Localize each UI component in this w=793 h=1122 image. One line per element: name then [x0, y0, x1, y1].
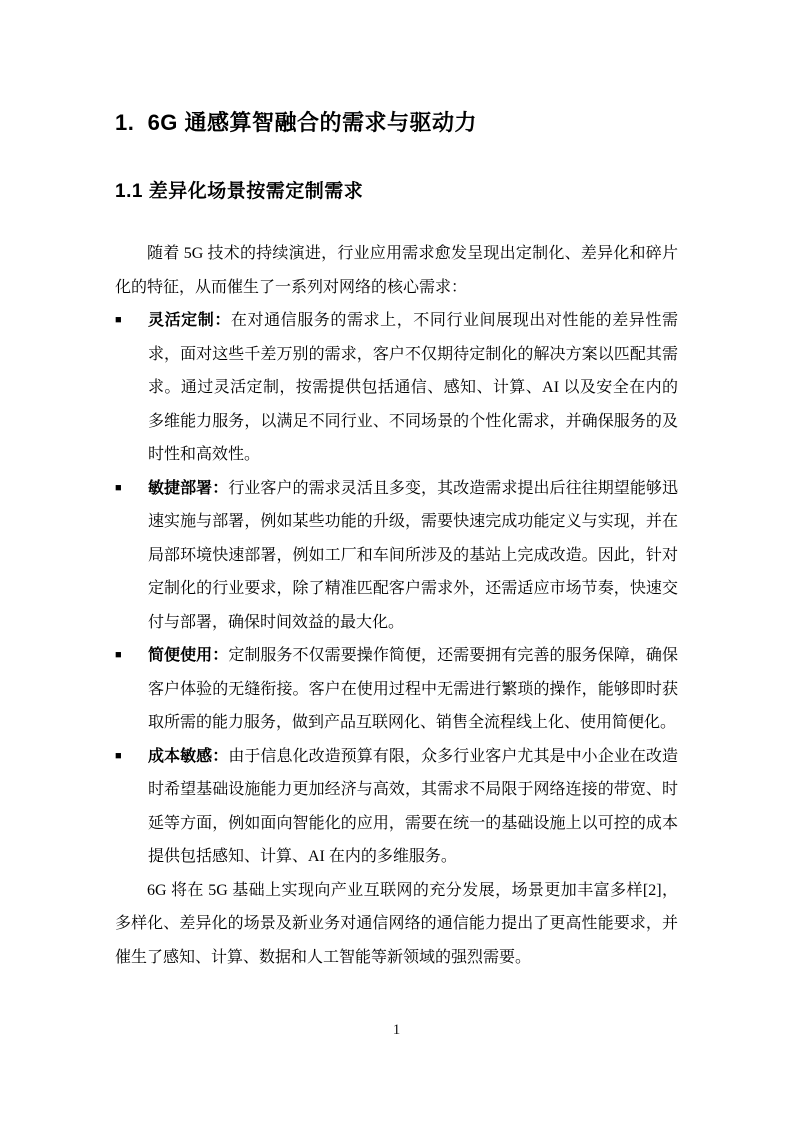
bullet-label: 成本敏感：	[148, 747, 229, 765]
page-number: 1	[392, 1022, 401, 1038]
bullet-text: 行业客户的需求灵活且多变，其改造需求提出后往往期望能够迅速实施与部署，例如某些功能的升级，需要快速完成功能定义与实现，并在局部环境快速部署，例如工厂和车间所涉及的基站上完成改造。因此，针对定制化的行业要求，除了精准匹配客户需求外，还需适应市场节奏，快速交付与部署，确保时间效益的最大化。	[148, 479, 678, 631]
bullet-body	[148, 304, 678, 472]
bullet-text: 定制服务不仅需要操作简便，还需要拥有完善的服务保障，确保客户体验的无缝衔接。客户在使用过程中无需进行繁琐的操作，能够即时获取所需的能力服务，做到产品互联网化、销售全流程线上化、使用简便化。	[148, 647, 678, 731]
bullet-body	[148, 639, 678, 740]
bullet-body	[148, 740, 678, 874]
intro-paragraph: 随着 5G 技术的持续演进，行业应用需求愈发呈现出定制化、差异化和碎片化的特征，从而催生了一系列对网络的核心需求：	[115, 245, 678, 296]
bullet-square-icon: ■	[115, 749, 122, 762]
list-item-agile-deployment	[115, 472, 678, 640]
bullet-label: 敏捷部署：	[148, 479, 229, 497]
bullet-text: 由于信息化改造预算有限，众多行业客户尤其是中小企业在改造时希望基础设施能力更加经济与高效，其需求不局限于网络连接的带宽、时延等方面，例如面向智能化的应用，需要在统一的基础设施上以可控的成本提供包括感知、计算、AI 在内的多维服务。	[148, 747, 678, 865]
bullet-square-icon: ■	[115, 481, 122, 494]
body-text-block	[115, 237, 678, 974]
requirements-list	[115, 304, 678, 874]
bullet-square-icon: ■	[115, 314, 122, 326]
bullet-label: 简便使用：	[148, 647, 229, 664]
list-item-flexible-customization	[115, 304, 678, 472]
closing-paragraph: 6G 将在 5G 基础上实现向产业互联网的充分发展，场景更加丰富多样[2]，多样化、差异化的场景及新业务对通信网络的通信能力提出了更高性能要求，并催生了感知、计算、数据和人工智能等新领域的强烈需要。	[115, 881, 678, 966]
section-heading: 1.1 差异化场景按需定制需求	[115, 181, 364, 202]
bullet-text: 在对通信服务的需求上，不同行业间展现出对性能的差异性需求，面对这些千差万别的需求，客户不仅期待定制化的解决方案以匹配其需求。通过灵活定制，按需提供包括通信、感知、计算、AI 以及安全在内的多维能力服务，以满足不同行业、不同场景的个性化需求，并确保服务的及时性和高效性。	[148, 312, 678, 463]
bullet-square-icon: ■	[115, 649, 122, 661]
list-item-cost-sensitive	[115, 740, 678, 874]
list-item-easy-use	[115, 639, 678, 740]
bullet-label: 灵活定制：	[148, 312, 231, 329]
page-content	[115, 110, 678, 974]
chapter-heading: 1. 6G 通感算智融合的需求与驱动力	[115, 110, 478, 135]
bullet-body	[148, 472, 678, 640]
